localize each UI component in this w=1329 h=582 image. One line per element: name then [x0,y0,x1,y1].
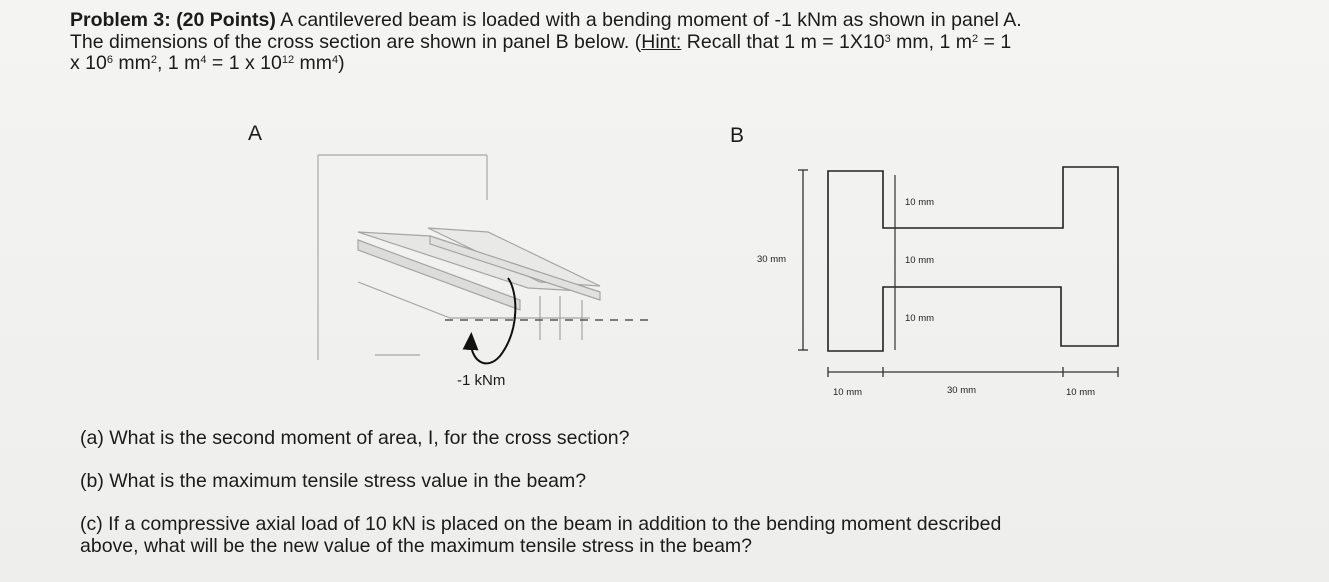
question-b: (b) What is the maximum tensile stress value in the beam? [80,470,587,492]
problem-text-3d: = 1 x 10 [206,52,282,74]
exponent-12: 12 [281,54,295,66]
panel-a-label: A [248,122,263,145]
problem-text-3a: x 10 [70,52,107,74]
panel-b-label: B [730,124,745,147]
exponent-3: 3 [884,32,891,45]
inner-dimension-line [890,175,900,350]
width-dimension [828,367,1118,377]
problem-text-1: A cantilevered beam is loaded with a bending moment of -1 kNm as shown in panel A. [275,9,1022,31]
problem-text-2a: The dimensions of the cross section are shown in panel B below. ( [70,30,642,53]
cross-section-outline [828,167,1118,351]
problem-text-2c: mm, 1 m [890,30,972,53]
dim-middle-label: 30 mm [947,385,977,396]
dim-web-label: 10 mm [905,255,935,266]
question-c-line-1: (c) If a compressive axial load of 10 kN is placed on the beam in addition to the bending moment described [80,513,1002,535]
exponent-4b: 4 [331,54,339,66]
dim-height-label: 30 mm [757,254,787,265]
problem-text-3b: mm [112,52,151,74]
problem-text-2d: = 1 [978,30,1012,53]
question-a: (a) What is the second moment of area, I, for the cross section? [80,427,630,449]
dim-right-flange-label: 10 mm [1066,387,1096,398]
moment-label: -1 kNm [457,372,506,389]
dim-bottom-gap-label: 10 mm [905,313,935,324]
question-c-line-2: above, what will be the new value of the maximum tensile stress in the beam? [80,535,753,557]
problem-text-3c: , 1 m [157,52,201,74]
dim-top-gap-label: 10 mm [905,197,935,208]
question-c [80,513,1300,557]
problem-text-2b: Recall that 1 m = 1X10 [681,30,885,53]
exponent-2b: 2 [150,54,158,66]
problem-text-3f: ) [338,52,345,74]
exponent-6: 6 [106,54,113,66]
problem-heading: Problem 3: (20 Points) [70,9,276,31]
dim-left-flange-label: 10 mm [833,387,863,398]
hint-label: Hint: [641,30,682,53]
height-dimension [798,170,808,350]
exponent-4a: 4 [200,54,207,66]
exponent-2a: 2 [971,32,979,45]
problem-text-3e: mm [294,52,332,74]
